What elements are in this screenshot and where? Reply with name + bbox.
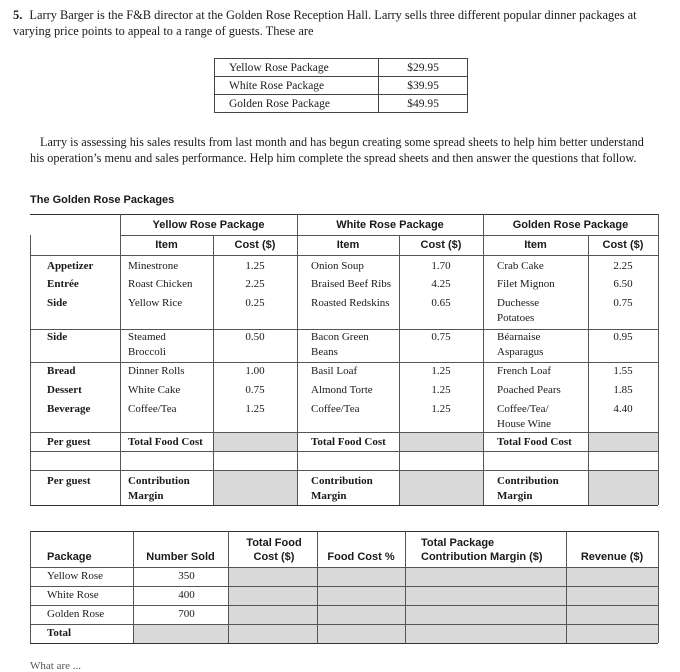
item-cost: 0.75 xyxy=(245,384,265,396)
row-label-side: Side xyxy=(47,297,68,309)
menu-item: Filet Mignon xyxy=(497,278,555,290)
item-cost: 0.25 xyxy=(245,297,265,309)
item-cost: 2.25 xyxy=(613,260,633,272)
summary-package-name: Golden Rose xyxy=(47,608,105,620)
menu-item: Onion Soup xyxy=(311,260,364,272)
menu-item: Duchesse Potatoes xyxy=(497,297,540,324)
item-cost: 1.00 xyxy=(245,365,265,377)
item-cost: 0.50 xyxy=(245,331,265,343)
item-header: Item xyxy=(524,239,547,251)
row-label-appetizer: Appetizer xyxy=(47,260,94,272)
item-cost: 1.55 xyxy=(613,365,633,377)
col-header-number-sold: Number Sold xyxy=(146,551,215,563)
item-cost: 1.85 xyxy=(613,384,633,396)
menu-item: Crab Cake xyxy=(497,260,544,272)
row-label-per-guest: Per guest xyxy=(47,436,91,448)
total-food-cost-label: Total Food Cost xyxy=(311,436,386,448)
item-cost: 0.95 xyxy=(613,331,633,343)
item-cost: 1.25 xyxy=(431,365,451,377)
item-cost: 0.65 xyxy=(431,297,451,309)
item-cost: 1.25 xyxy=(245,403,265,415)
menu-item: Poached Pears xyxy=(497,384,561,396)
col-header-food-cost-pct: Food Cost % xyxy=(327,551,395,563)
summary-package-name: White Rose xyxy=(47,589,99,601)
menu-item: Coffee/Tea/ House Wine xyxy=(497,403,552,430)
menu-item: Minestrone xyxy=(128,260,179,272)
contribution-margin-label: Contribution Margin xyxy=(497,475,559,502)
menu-item: Basil Loaf xyxy=(311,365,358,377)
price-value: $49.95 xyxy=(379,95,468,113)
yellow-total-food-cost-input[interactable] xyxy=(213,432,297,451)
problem-intro xyxy=(13,7,663,39)
row-label-entree: Entrée xyxy=(47,278,79,290)
item-cost: 2.25 xyxy=(245,278,265,290)
menu-item: French Loaf xyxy=(497,365,552,377)
menu-item: Steamed Broccoli xyxy=(128,331,166,358)
assessment-paragraph: Larry is assessing his sales results from last month and has begun creating some spread sheets to help him better understand his operation’s menu and sales performance. Help him complete the spread sheets and then answer the questions that follow. xyxy=(30,135,644,165)
yellow-contribution-margin-input[interactable] xyxy=(213,470,297,505)
item-cost: 6.50 xyxy=(613,278,633,290)
row-label-side: Side xyxy=(47,331,68,343)
price-value: $29.95 xyxy=(379,59,468,77)
problem-number: 5. xyxy=(13,8,23,22)
contribution-margin-label: Contribution Margin xyxy=(311,475,373,502)
item-cost: 0.75 xyxy=(431,331,451,343)
white-contribution-margin-input[interactable] xyxy=(399,470,483,505)
item-cost: 1.70 xyxy=(431,260,451,272)
price-package-name: Golden Rose Package xyxy=(215,95,379,113)
col-header-total-food-cost: Total Food Cost ($) xyxy=(246,537,302,563)
summary-total-label: Total xyxy=(47,627,72,639)
price-value: $39.95 xyxy=(379,77,468,95)
item-cost: 4.40 xyxy=(613,403,633,415)
row-label-dessert: Dessert xyxy=(47,384,82,396)
cost-header: Cost ($) xyxy=(234,239,276,251)
col-header-revenue: Revenue ($) xyxy=(580,551,644,563)
total-food-cost-label: Total Food Cost xyxy=(497,436,572,448)
menu-item: Béarnaise Asparagus xyxy=(497,331,544,358)
row-label-bread: Bread xyxy=(47,365,76,377)
summary-number-sold: 400 xyxy=(178,589,195,601)
row-label-per-guest: Per guest xyxy=(47,475,91,487)
item-cost: 4.25 xyxy=(431,278,451,290)
summary-package-name: Yellow Rose xyxy=(47,570,104,582)
price-row xyxy=(215,77,468,95)
cost-header: Cost ($) xyxy=(602,239,644,251)
package-price-table xyxy=(214,58,468,113)
item-header: Item xyxy=(336,239,360,251)
menu-item: Almond Torte xyxy=(311,384,373,396)
row-label-beverage: Beverage xyxy=(47,403,91,415)
item-cost: 1.25 xyxy=(431,384,451,396)
summary-number-sold: 350 xyxy=(178,570,195,582)
item-header: Item xyxy=(155,239,178,251)
menu-item: Coffee/Tea xyxy=(128,403,177,415)
total-food-cost-label: Total Food Cost xyxy=(128,436,203,448)
white-total-food-cost-input[interactable] xyxy=(399,432,483,451)
price-package-name: Yellow Rose Package xyxy=(215,59,379,77)
col-header-total-contribution-margin: Total Package Contribution Margin ($) xyxy=(421,537,543,563)
price-package-name: White Rose Package xyxy=(215,77,379,95)
packages-table-title: The Golden Rose Packages xyxy=(30,194,175,206)
menu-item: Bacon Green Beans xyxy=(311,331,369,358)
menu-item: Yellow Rice xyxy=(128,297,183,309)
problem-intro-text: Larry Barger is the F&B director at the Golden Rose Reception Hall. Larry sells three different popular dinner packages at varying price points to appeal to a range of guests. These are xyxy=(13,8,637,38)
yellow-package-header: Yellow Rose Package xyxy=(152,219,265,231)
menu-item: Dinner Rolls xyxy=(128,365,185,377)
golden-contribution-margin-input[interactable] xyxy=(588,470,658,505)
item-cost: 1.25 xyxy=(245,260,265,272)
price-row xyxy=(215,95,468,113)
price-row xyxy=(215,59,468,77)
white-package-header: White Rose Package xyxy=(336,219,444,231)
trailing-question-text: What are ... xyxy=(30,660,81,672)
menu-item: Roasted Redskins xyxy=(311,297,390,309)
golden-package-header: Golden Rose Package xyxy=(512,219,629,231)
contribution-margin-label: Contribution Margin xyxy=(128,475,190,502)
golden-total-food-cost-input[interactable] xyxy=(588,432,658,451)
col-header-package: Package xyxy=(47,551,92,563)
cost-header: Cost ($) xyxy=(420,239,462,251)
summary-number-sold: 700 xyxy=(178,608,195,620)
item-cost: 0.75 xyxy=(613,297,633,309)
summary-total-input-block[interactable] xyxy=(133,624,658,643)
summary-input-block[interactable] xyxy=(228,567,658,624)
menu-item: Roast Chicken xyxy=(128,278,193,290)
item-cost: 1.25 xyxy=(431,403,451,415)
menu-item: Braised Beef Ribs xyxy=(311,278,392,290)
menu-item: White Cake xyxy=(128,384,181,396)
menu-item: Coffee/Tea xyxy=(311,403,360,415)
